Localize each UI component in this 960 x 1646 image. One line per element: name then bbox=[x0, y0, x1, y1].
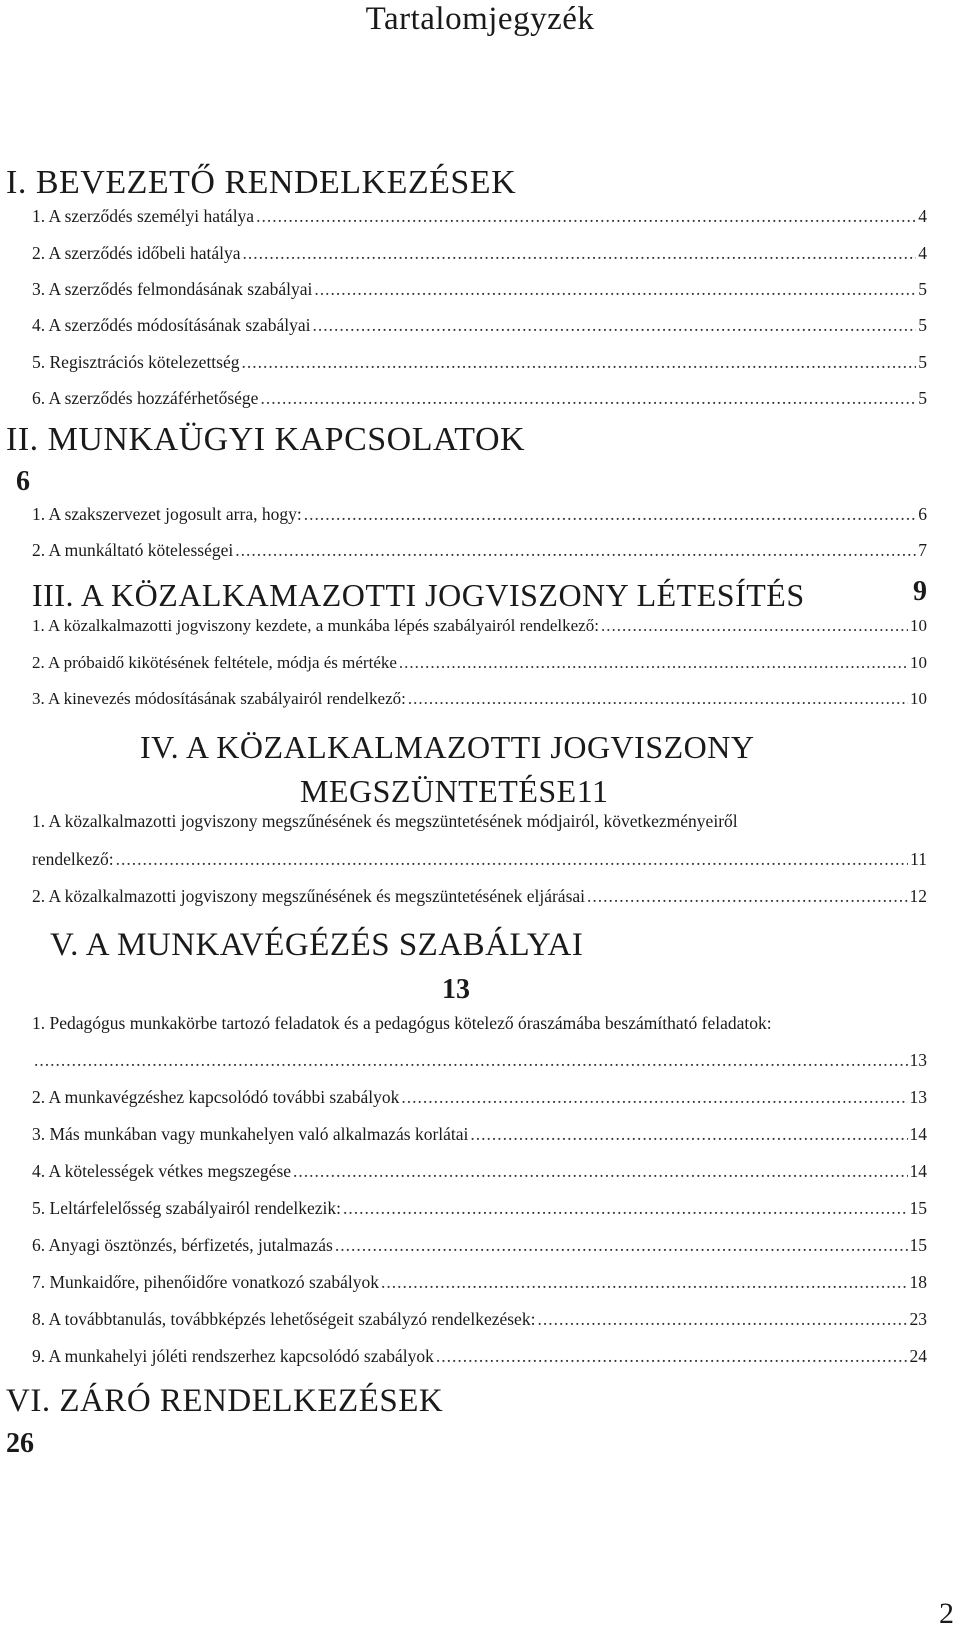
dot-leader bbox=[34, 1048, 908, 1072]
section-heading-page: 9 bbox=[913, 576, 927, 607]
dot-leader bbox=[293, 1159, 907, 1183]
dot-leader bbox=[587, 884, 907, 908]
dot-leader bbox=[242, 241, 916, 265]
page-number: 2 bbox=[939, 1597, 954, 1630]
toc-entry[interactable] bbox=[32, 350, 927, 374]
section-heading-2: II. MUNKAÜGYI KAPCSOLATOK bbox=[6, 421, 526, 458]
dot-leader bbox=[304, 502, 917, 526]
section-heading-page: 6 bbox=[16, 466, 30, 497]
toc-entry-label[interactable]: 1. Pedagógus munkakörbe tartozó feladatok és a pedagógus kötelező óraszámába beszámítható feladatok: bbox=[32, 1013, 772, 1033]
toc-entry[interactable] bbox=[32, 277, 927, 301]
toc-entry-page: 10 bbox=[910, 616, 927, 635]
toc-entry[interactable] bbox=[32, 687, 927, 711]
toc-entry-label: 1. A szakszervezet jogosult arra, hogy: bbox=[32, 504, 302, 524]
section-heading-5: V. A MUNKAVÉGÉZÉS SZABÁLYAI bbox=[50, 927, 584, 963]
toc-entry-label: 3. A szerződés felmondásának szabályai bbox=[32, 279, 313, 299]
toc-entry-page: 12 bbox=[909, 886, 927, 906]
toc-entry-label: 8. A továbbtanulás, továbbképzés lehetőségeit szabályzó rendelkezések: bbox=[32, 1309, 536, 1329]
toc-entry-page: 10 bbox=[910, 689, 927, 708]
toc-entry-page: 15 bbox=[909, 1235, 927, 1255]
toc-entry[interactable] bbox=[32, 1159, 927, 1183]
section-heading-page: 13 bbox=[442, 974, 470, 1005]
toc-entry-label: 2. A munkáltató kötelességei bbox=[32, 540, 234, 560]
toc-entry-page: 6 bbox=[918, 504, 927, 524]
toc-entry[interactable] bbox=[32, 1270, 927, 1294]
toc-entry-label: 2. A próbaidő kikötésének feltétele, módja és mértéke bbox=[32, 653, 397, 672]
toc-entry[interactable] bbox=[32, 538, 927, 562]
toc-entry-page: 5 bbox=[918, 352, 927, 372]
toc-entry-label: 9. A munkahelyi jóléti rendszerhez kapcsolódó szabályok bbox=[32, 1346, 434, 1366]
toc-entry[interactable] bbox=[32, 1085, 927, 1109]
dot-leader bbox=[436, 1344, 908, 1368]
section-heading-4-line2: MEGSZÜNTETÉSE11 bbox=[300, 773, 609, 809]
section-heading-6: VI. ZÁRÓ RENDELKEZÉSEK bbox=[6, 1383, 444, 1419]
toc-entry-label: 6. Anyagi ösztönzés, bérfizetés, jutalmazás bbox=[32, 1235, 333, 1255]
toc-entry[interactable] bbox=[32, 1344, 927, 1368]
section-heading-4: IV. A KÖZALKALMAZOTTI JOGVISZONY bbox=[140, 729, 755, 765]
toc-entry-label: 2. A szerződés időbeli hatálya bbox=[32, 243, 241, 263]
toc-entry[interactable] bbox=[32, 313, 927, 337]
toc-entry[interactable] bbox=[32, 1196, 927, 1220]
dot-leader bbox=[601, 614, 908, 638]
toc-entry-page: 15 bbox=[909, 1198, 927, 1218]
section-heading-3: III. A KÖZALKAMAZOTTI JOGVISZONY LÉTESÍTÉS bbox=[32, 577, 805, 613]
dot-leader bbox=[314, 277, 916, 301]
toc-entry[interactable] bbox=[32, 1233, 927, 1257]
dot-leader bbox=[399, 651, 908, 675]
toc-entry-label: 7. Munkaidőre, pihenőidőre vonatkozó szabályok bbox=[32, 1272, 379, 1292]
toc-entry-label: 3. A kinevezés módosításának szabályairól rendelkező: bbox=[32, 689, 406, 708]
toc-entry[interactable] bbox=[32, 241, 927, 265]
toc-entry-page: 5 bbox=[918, 388, 927, 408]
toc-entry[interactable] bbox=[32, 204, 927, 228]
dot-leader bbox=[381, 1270, 908, 1294]
toc-entry[interactable] bbox=[32, 847, 927, 871]
dot-leader bbox=[408, 687, 908, 711]
toc-entry[interactable] bbox=[32, 651, 927, 675]
dot-leader bbox=[470, 1122, 907, 1146]
dot-leader bbox=[260, 386, 916, 410]
section-heading-1: I. BEVEZETŐ RENDELKEZÉSEK bbox=[6, 164, 517, 201]
toc-entry-label: 6. A szerződés hozzáférhetősége bbox=[32, 388, 259, 408]
dot-leader bbox=[256, 204, 916, 228]
dot-leader bbox=[242, 350, 917, 374]
toc-entry-page: 4 bbox=[918, 206, 927, 226]
toc-entry[interactable] bbox=[32, 502, 927, 526]
toc-entry-page: 13 bbox=[909, 1050, 927, 1070]
dot-leader bbox=[537, 1307, 907, 1331]
toc-entry-label[interactable]: 1. A közalkalmazotti jogviszony megszűnésének és megszüntetésének módjairól, következményeiről bbox=[32, 811, 738, 831]
toc-entry-page: 18 bbox=[909, 1272, 927, 1292]
toc-entry-label: 5. Regisztrációs kötelezettség bbox=[32, 352, 240, 372]
toc-entry[interactable] bbox=[32, 614, 927, 638]
toc-entry[interactable] bbox=[32, 884, 927, 908]
toc-entry-label: 4. A szerződés módosításának szabályai bbox=[32, 315, 311, 335]
toc-entry-page: 5 bbox=[918, 279, 927, 299]
page-title: Tartalomjegyzék bbox=[365, 1, 595, 37]
toc-entry[interactable] bbox=[32, 1122, 927, 1146]
toc-entry-label: 3. Más munkában vagy munkahelyen való alkalmazás korlátai bbox=[32, 1124, 469, 1144]
toc-entry-label-cont: rendelkező: bbox=[32, 849, 114, 869]
toc-entry-page: 23 bbox=[909, 1309, 927, 1329]
toc-entry-label: 2. A munkavégzéshez kapcsolódó további szabályok bbox=[32, 1087, 400, 1107]
toc-entry-label: 4. A kötelességek vétkes megszegése bbox=[32, 1161, 292, 1181]
toc-entry[interactable] bbox=[32, 386, 927, 410]
dot-leader bbox=[116, 847, 909, 871]
dot-leader bbox=[235, 538, 916, 562]
dot-leader bbox=[401, 1085, 907, 1109]
toc-entry-page: 11 bbox=[910, 849, 927, 869]
toc-entry-label: 5. Leltárfelelősség szabályairól rendelkezik: bbox=[32, 1198, 342, 1218]
toc-entry-page: 14 bbox=[909, 1124, 927, 1144]
toc-entry[interactable] bbox=[32, 1307, 927, 1331]
toc-entry-page: 10 bbox=[910, 653, 927, 672]
toc-entry-page: 14 bbox=[909, 1161, 927, 1181]
toc-entry-page: 5 bbox=[918, 315, 927, 335]
dot-leader bbox=[312, 313, 916, 337]
toc-entry[interactable] bbox=[32, 1048, 927, 1072]
toc-entry-page: 24 bbox=[909, 1346, 927, 1366]
toc-entry-page: 4 bbox=[918, 243, 927, 263]
toc-entry-page: 13 bbox=[909, 1087, 927, 1107]
toc-entry-label: 1. A szerződés személyi hatálya bbox=[32, 206, 255, 226]
toc-entry-label: 2. A közalkalmazotti jogviszony megszűnésének és megszüntetésének eljárásai bbox=[32, 886, 586, 906]
toc-entry-page: 7 bbox=[918, 540, 927, 560]
dot-leader bbox=[343, 1196, 907, 1220]
section-heading-page: 26 bbox=[6, 1428, 34, 1459]
dot-leader bbox=[335, 1233, 908, 1257]
toc-entry-label: 1. A közalkalmazotti jogviszony kezdete, a munkába lépés szabályairól rendelkező: bbox=[32, 616, 599, 635]
